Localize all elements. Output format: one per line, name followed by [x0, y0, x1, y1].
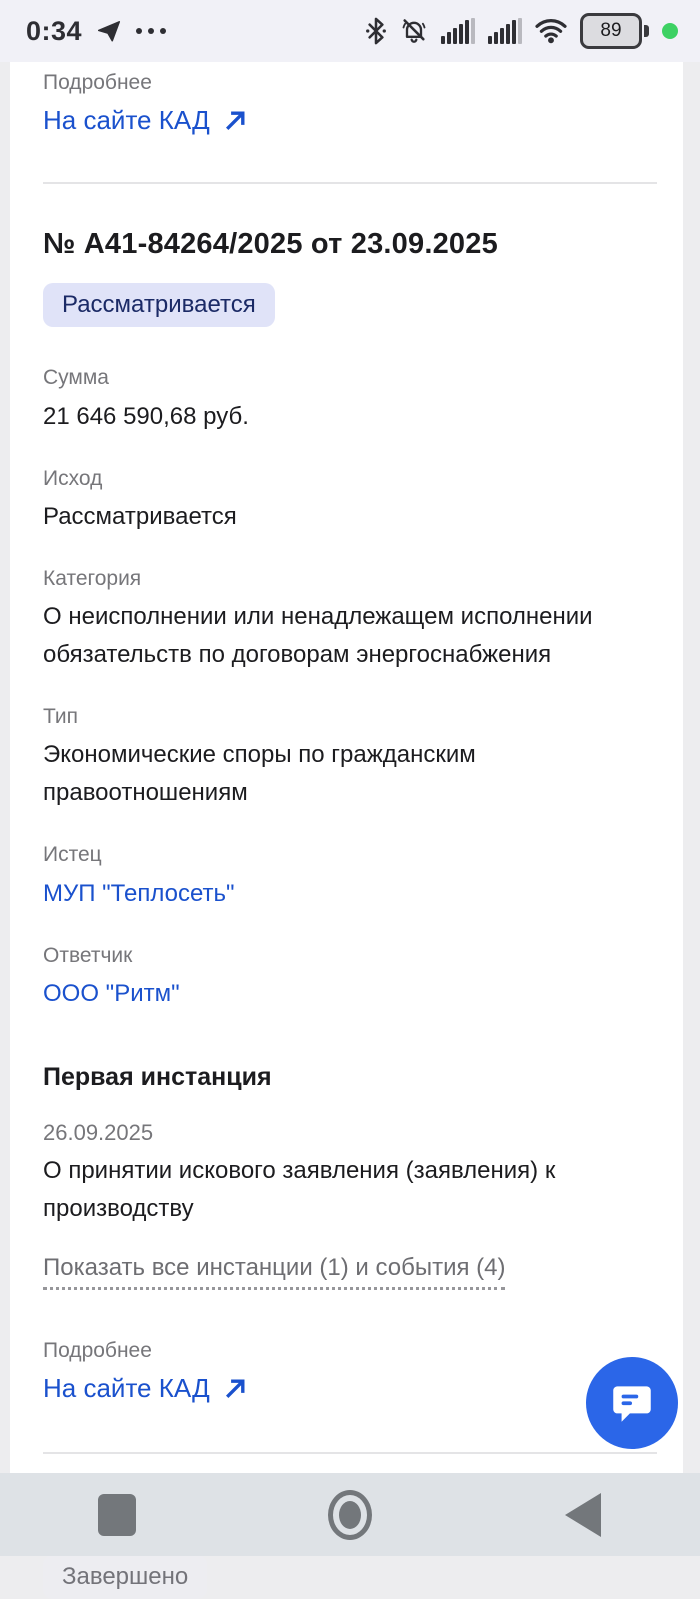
recents-icon	[98, 1494, 136, 1536]
recents-button[interactable]	[0, 1494, 233, 1536]
more-dots-icon	[136, 28, 166, 34]
notifications-off-icon	[400, 17, 428, 45]
chat-icon	[607, 1378, 657, 1428]
status-badge: Рассматривается	[43, 283, 275, 327]
field-label: Исход	[43, 466, 103, 490]
bluetooth-icon	[365, 17, 387, 45]
battery-icon	[580, 13, 649, 49]
defendant-link[interactable]: ООО "Ритм"	[43, 979, 180, 1007]
external-arrow-icon	[222, 1376, 248, 1402]
privacy-dot	[662, 23, 678, 39]
send-icon	[96, 18, 122, 44]
field-value: Рассматривается	[43, 502, 237, 530]
clock: 0:34	[26, 15, 83, 46]
status-badge: Завершено	[43, 1555, 207, 1599]
cell-signal-icon	[488, 18, 522, 44]
field-label: Сумма	[43, 366, 109, 390]
external-arrow-icon	[222, 108, 248, 134]
android-nav-bar	[0, 1473, 700, 1556]
chat-fab-button[interactable]	[586, 1357, 678, 1449]
kad-site-link-label: На сайте КАД	[43, 105, 210, 136]
field-label: Категория	[43, 566, 142, 590]
field-value: 21 646 590,68 руб.	[43, 402, 249, 430]
back-icon	[565, 1493, 601, 1537]
cell-signal-icon	[441, 18, 475, 44]
plaintiff-link[interactable]: МУП "Теплосеть"	[43, 879, 235, 907]
kad-site-link-label: На сайте КАД	[43, 1373, 210, 1403]
card-divider	[43, 182, 657, 184]
instance-event: О принятии искового заявления (заявления) к производству	[43, 1156, 556, 1222]
home-button[interactable]	[233, 1490, 466, 1540]
instance-heading: Первая инстанция	[43, 1062, 272, 1091]
card-divider	[43, 1452, 657, 1454]
status-bar	[0, 0, 700, 62]
case-title: № А41-84264/2025 от 23.09.2025	[43, 228, 498, 261]
show-all-instances-link[interactable]: Показать все инстанции (1) и события (4)	[43, 1254, 505, 1290]
case-list	[10, 62, 683, 1590]
home-icon	[328, 1490, 372, 1540]
battery-percent: 89	[600, 20, 622, 41]
field-value: О неисполнении или ненадлежащем исполнении обязательств по договорам энергоснабжения	[43, 603, 593, 668]
field-label: Ответчик	[43, 943, 133, 967]
kad-site-link[interactable]	[43, 105, 248, 136]
field-value: Экономические споры по гражданским правоотношениям	[43, 741, 476, 807]
more-label: Подробнее	[43, 1338, 152, 1362]
wifi-icon	[535, 17, 567, 45]
more-label: Подробнее	[43, 71, 152, 94]
kad-site-link[interactable]	[43, 1373, 248, 1404]
field-label: Тип	[43, 705, 79, 728]
instance-date: 26.09.2025	[43, 1119, 154, 1145]
back-button[interactable]	[467, 1493, 700, 1537]
field-label: Истец	[43, 843, 102, 867]
